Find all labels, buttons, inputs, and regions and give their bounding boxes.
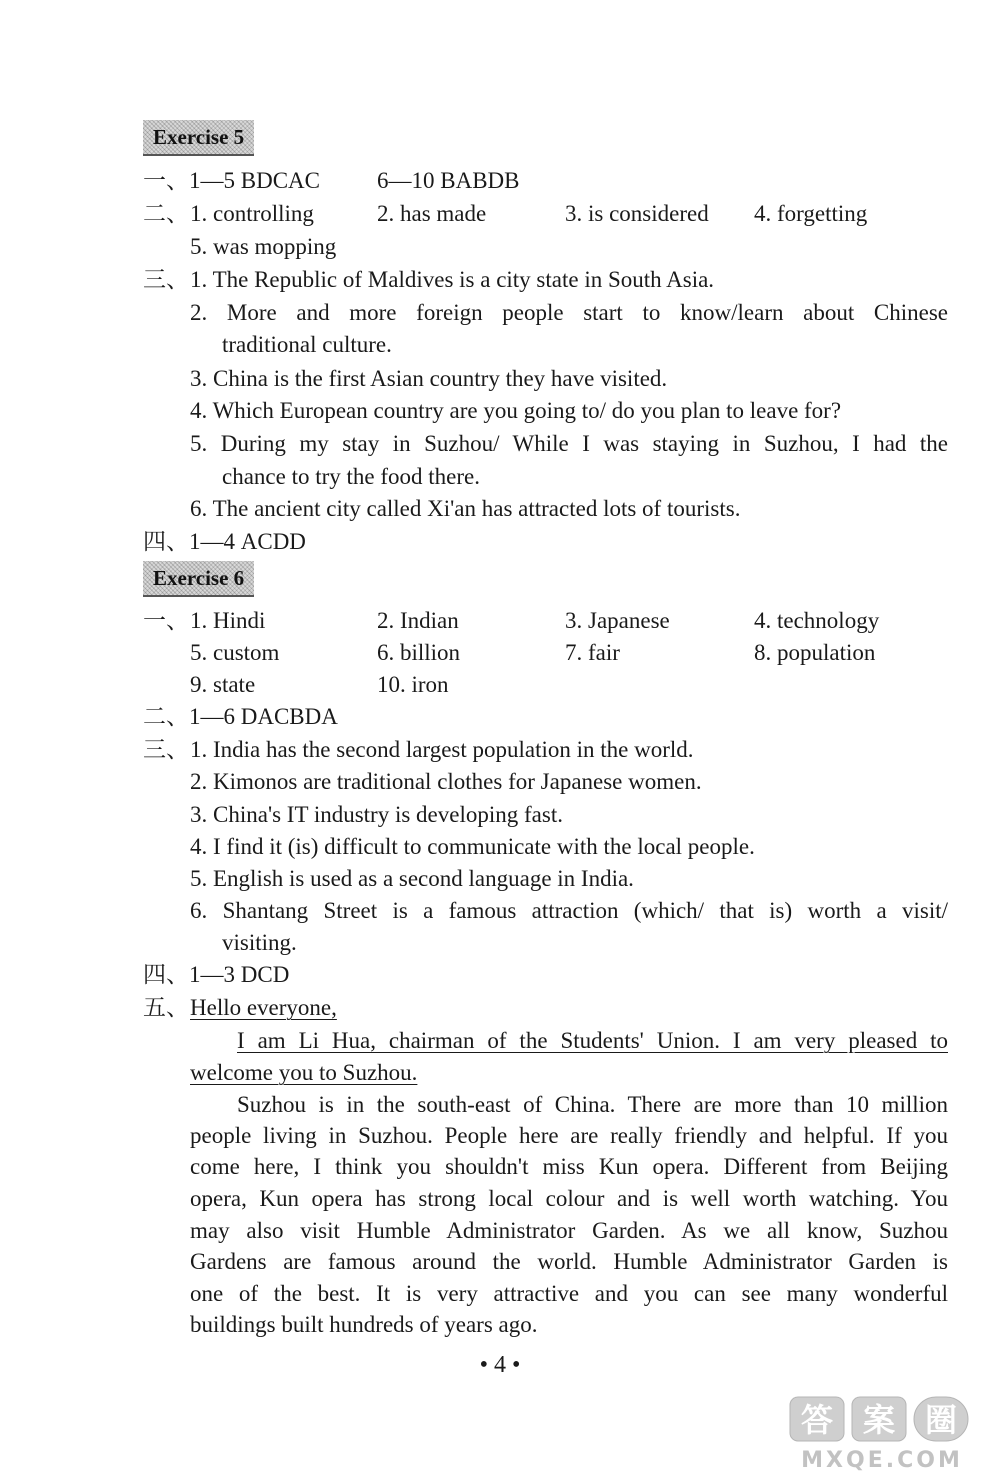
ex5-part2: 二、 1. controlling 2. has made 3. is considered 4. forgetting — [143, 201, 868, 226]
essay-line-6: opera, Kun opera has strong local colour and is well worth watching. You — [190, 1186, 948, 1211]
ex5-p3-line6: 5. During my stay in Suzhou/ While I was staying in Suzhou, I had the — [190, 431, 948, 456]
page-number: • 4 • — [479, 1352, 521, 1378]
essay-line-9: one of the best. It is very attractive and you can see many wonderful — [190, 1281, 948, 1306]
essay-line-10: buildings built hundreds of years ago. — [190, 1312, 538, 1337]
essay-line-1: I am Li Hua, chairman of the Students' Union. I am very pleased to — [237, 1028, 948, 1053]
ex6-p3-line2: 2. Kimonos are traditional clothes for Japanese women. — [190, 769, 702, 794]
essay-line-5: come here, I think you shouldn't miss Kun opera. Different from Beijing — [190, 1154, 948, 1179]
ex5-p3-line2: 2. More and more foreign people start to know/learn about Chinese — [190, 300, 948, 325]
essay-line-2: welcome you to Suzhou. — [190, 1060, 418, 1085]
ex6-part5-mark: 五、 — [143, 995, 189, 1020]
svg-text:MXQE.COM: MXQE.COM — [801, 1448, 963, 1473]
ex6-part3-mark: 三、 — [143, 737, 189, 762]
ex5-part1: 一、1—5 BDCAC 6—10 BABDB — [143, 168, 520, 193]
essay-line-4: people living in Suzhou. People here are really friendly and helpful. If you — [190, 1123, 948, 1148]
essay-greeting: Hello everyone, — [190, 995, 337, 1020]
ex5-part3-mark: 三、 — [143, 267, 189, 292]
svg-text:圈: 圈 — [924, 1401, 958, 1439]
ex5-p3-line3: traditional culture. — [222, 332, 392, 357]
ex5-p3-line8: 6. The ancient city called Xi'an has attracted lots of tourists. — [190, 496, 741, 521]
ex6-p3-line6: 6. Shantang Street is a famous attraction (which/ that is) worth a visit/ — [190, 898, 948, 923]
ex5-part2-item5: 5. was mopping — [190, 234, 337, 259]
essay-line-3: Suzhou is in the south-east of China. There are more than 10 million — [237, 1092, 948, 1117]
part-mark: 一、 — [143, 168, 189, 193]
svg-text:案: 案 — [862, 1401, 896, 1439]
ex6-p3-line4: 4. I find it (is) difficult to communicate with the local people. — [190, 834, 755, 859]
ex6-p3-line3: 3. China's IT industry is developing fast. — [190, 802, 563, 827]
essay-line-8: Gardens are famous around the world. Humble Administrator Garden is — [190, 1249, 948, 1274]
svg-text:答: 答 — [800, 1401, 834, 1439]
watermark-logo — [782, 1393, 982, 1473]
ex5-p3-line7: chance to try the food there. — [222, 464, 480, 489]
ex6-p3-line7: visiting. — [222, 930, 297, 955]
ex6-p3-line5: 5. English is used as a second language in India. — [190, 866, 634, 891]
exercise-5-heading: Exercise 5 — [143, 120, 254, 156]
ex6-part2: 二、1—6 DACBDA — [143, 704, 338, 729]
ex5-part4: 四、1—4 ACDD — [143, 529, 306, 554]
exercise-6-heading: Exercise 6 — [143, 561, 254, 597]
essay-line-7: may also visit Humble Administrator Garden. As we all know, Suzhou — [190, 1218, 948, 1243]
ex6-part4: 四、1—3 DCD — [143, 962, 290, 987]
ex6-p3-line1: 1. India has the second largest population in the world. — [190, 737, 694, 762]
ex6-part1-row1: 一、 1. Hindi 2. Indian 3. Japanese 4. technology — [143, 608, 880, 633]
ex5-p3-line4: 3. China is the first Asian country they have visited. — [190, 366, 668, 391]
ex5-p3-line1: 1. The Republic of Maldives is a city state in South Asia. — [190, 267, 715, 292]
ex5-p3-line5: 4. Which European country are you going to/ do you plan to leave for? — [190, 398, 842, 423]
